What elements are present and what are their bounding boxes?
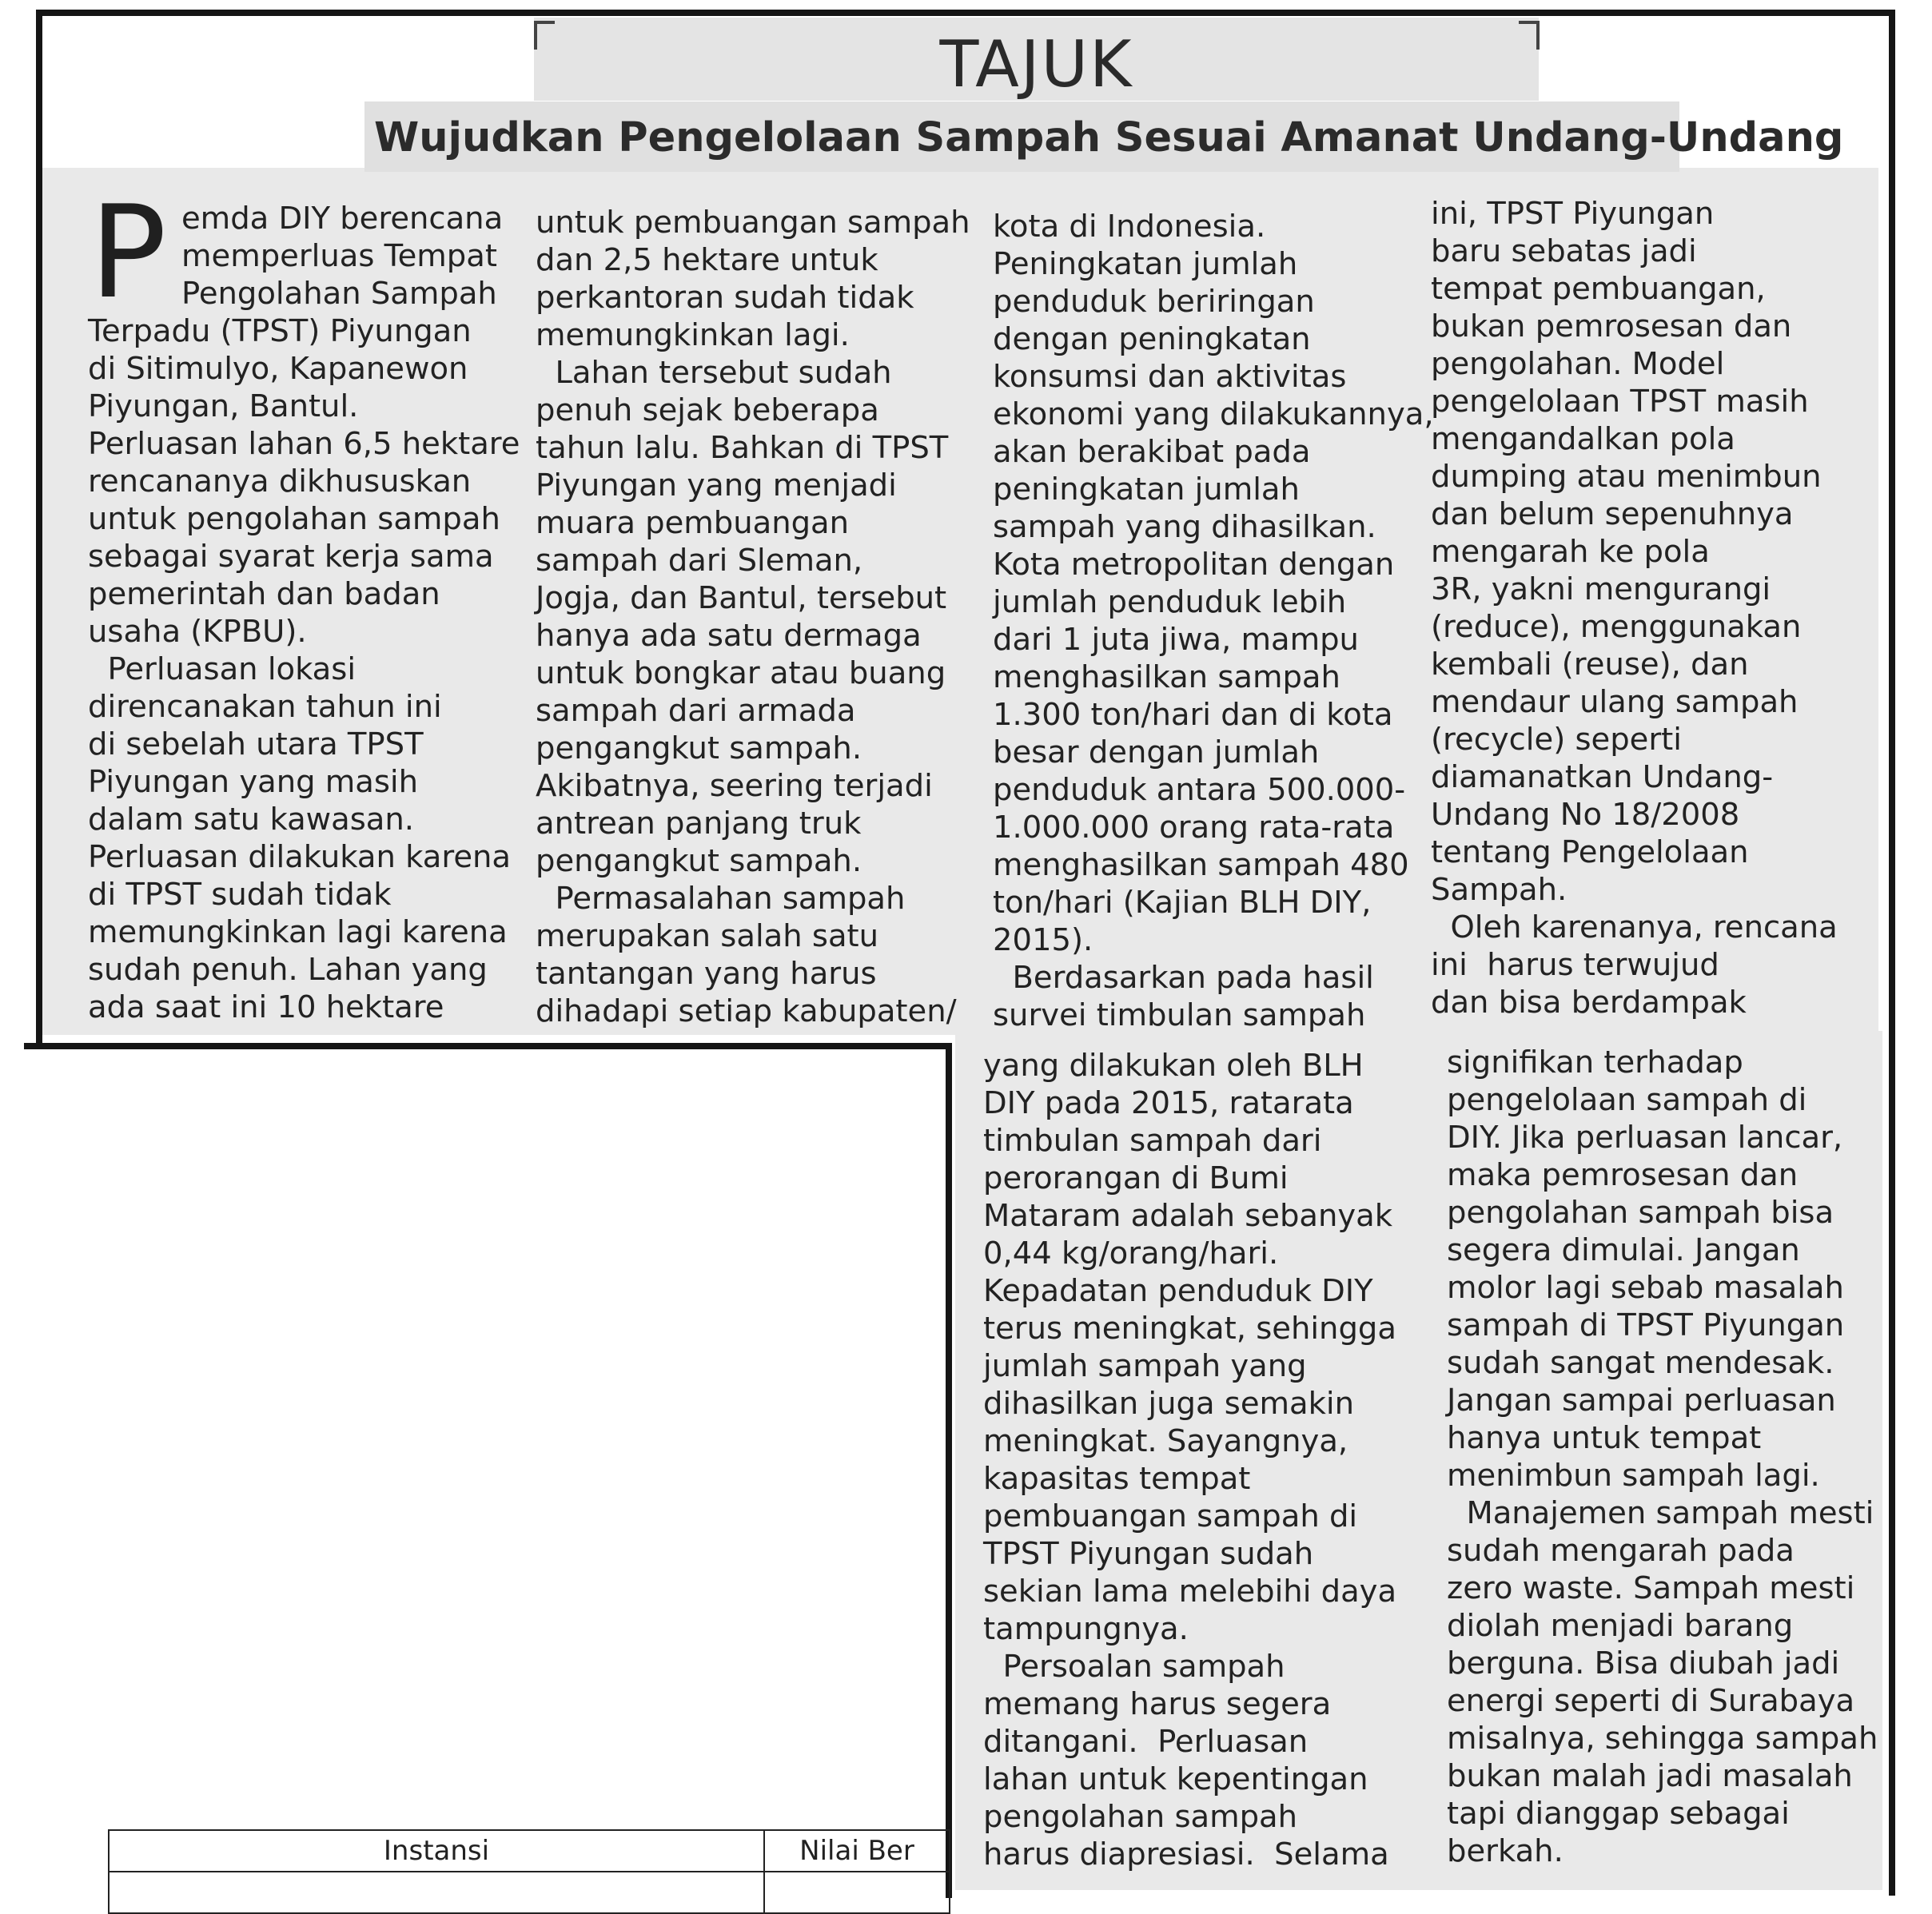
article-column-6: signifikan terhadap pengelolaan sampah di DIY. Jika perluasan lancar, maka pemrosesan dan pengolahan sampah bisa segera dimulai. Jangan molor lagi sebab masalah sampah di TPST Piyungan sudah sangat mendesak. Jangan sampai perluasan hanya untuk tempat menimbun sampah lagi. Manajemen sampah mesti sudah mengarah pada zero waste. Sampah mesti diolah menjadi barang berguna. Bisa diubah jadi energi seperti di Surabaya misalnya, sehingga sampah bukan malah jadi masalah tapi dianggap sebagai berkah. <box>1447 1045 1878 1869</box>
column-1-line: rencananya dikhususkan <box>88 464 472 499</box>
table-cell <box>764 1872 950 1913</box>
column-1-line: Terpadu (TPST) Piyungan <box>88 313 472 349</box>
column-1-line: di TPST sudah tidak <box>88 877 392 913</box>
column-1-line: ada saat ini 10 hektare <box>88 989 444 1025</box>
column-1-line: sudah penuh. Lahan yang <box>88 952 488 988</box>
article-column-2: untuk pembuangan sampah dan 2,5 hektare untuk perkantoran sudah tidak memungkinkan lagi. Lahan tersebut sudah penuh sejak beberapa tahun lalu. Bahkan di TPST Piyungan yang menjadi muara pembuangan sampah dari Sleman, Jogja, dan Bantul, tersebut hanya ada satu dermaga untuk bongkar atau buang sampah dari armada pengangkut sampah. Akibatnya, seering terjadi antrean panjang truk pengangkut sampah. Permasalahan sampah merupakan salah satu tantangan yang harus dihadapi setiap kabupaten/ <box>536 205 970 1029</box>
column-1-line: Perluasan lokasi <box>88 651 357 687</box>
article-headline: Wujudkan Pengelolaan Sampah Sesuai Amanat Undang-Undang <box>374 114 1844 161</box>
article-column-5: yang dilakukan oleh BLH DIY pada 2015, ratarata timbulan sampah dari perorangan di Bumi Mataram adalah sebanyak 0,44 kg/orang/hari. Kepadatan penduduk DIY terus meningkat, sehingga jumlah sampah yang dihasilkan juga semakin meningkat. Sayangnya, kapasitas tempat pembuangan sampah di TPST Piyungan sudah sekian lama melebihi daya tampungnya. Persoalan sampah memang harus segera ditangani. Perluasan lahan untuk kepentingan pengolahan sampah harus diapresiasi. Selama <box>983 1048 1397 1872</box>
frame-inner-left <box>946 1043 952 1898</box>
column-1-line: di Sitimulyo, Kapanewon <box>88 351 468 387</box>
column-1-line: untuk pengolahan sampah <box>88 501 500 537</box>
column-1-line: usaha (KPBU). <box>88 614 307 650</box>
column-1-line: direncanakan tahun ini <box>88 689 442 725</box>
column-1-line: Pengolahan Sampah <box>181 276 497 312</box>
frame-middle <box>24 1043 951 1049</box>
column-1-line: memperluas Tempat <box>181 238 497 274</box>
column-1-line: Perluasan lahan 6,5 hektare <box>88 426 520 462</box>
frame-left <box>36 10 42 1049</box>
column-1-line: emda DIY berencana <box>181 201 504 237</box>
column-1-line: sebagai syarat kerja sama <box>88 539 494 575</box>
column-1-line: Piyungan, Bantul. <box>88 388 359 424</box>
form-table <box>108 1829 950 1914</box>
table-header-instansi: Instansi <box>109 1830 764 1872</box>
article-column-3: kota di Indonesia. Peningkatan jumlah penduduk beriringan dengan peningkatan konsumsi dan aktivitas ekonomi yang dilakukannya, akan berakibat pada peningkatan jumlah sampah yang dihasilkan. Kota metropolitan dengan jumlah penduduk lebih dari 1 juta jiwa, mampu menghasilkan sampah 1.300 ton/hari dan di kota besar dengan jumlah penduduk antara 500.000- 1.000.000 orang rata-rata menghasilkan sampah 480 ton/hari (Kajian BLH DIY, 2015). Berdasarkan pada hasil survei timbulan sampah <box>993 209 1434 1033</box>
frame-top <box>36 10 1894 16</box>
table-header-nilai: Nilai Ber <box>764 1830 950 1872</box>
column-1-line: dalam satu kawasan. <box>88 802 415 838</box>
frame-right <box>1889 10 1895 1896</box>
article-column-4: ini, TPST Piyungan baru sebatas jadi tempat pembuangan, bukan pemrosesan dan pengolahan. Model pengelolaan TPST masih mengandalkan pola dumping atau menimbun dan belum sepenuhnya mengarah ke pola 3R, yakni mengurangi (reduce), menggunakan kembali (reuse), dan mendaur ulang sampah (recycle) seperti diamanatkan Undang- Undang No 18/2008 tentang Pengelolaan Sampah. Oleh karenanya, rencana ini harus terwujud dan bisa berdampak <box>1431 196 1838 1021</box>
table-cell <box>109 1872 764 1913</box>
column-1-line: pemerintah dan badan <box>88 576 440 612</box>
drop-cap: P <box>90 177 167 327</box>
column-1-line: memungkinkan lagi karena <box>88 914 508 950</box>
column-1-line: di sebelah utara TPST <box>88 726 424 762</box>
column-1-line: Perluasan dilakukan karena <box>88 839 511 875</box>
article-column-1 <box>88 200 520 1026</box>
section-kicker: TAJUK <box>939 27 1133 101</box>
column-1-line: Piyungan yang masih <box>88 764 419 800</box>
